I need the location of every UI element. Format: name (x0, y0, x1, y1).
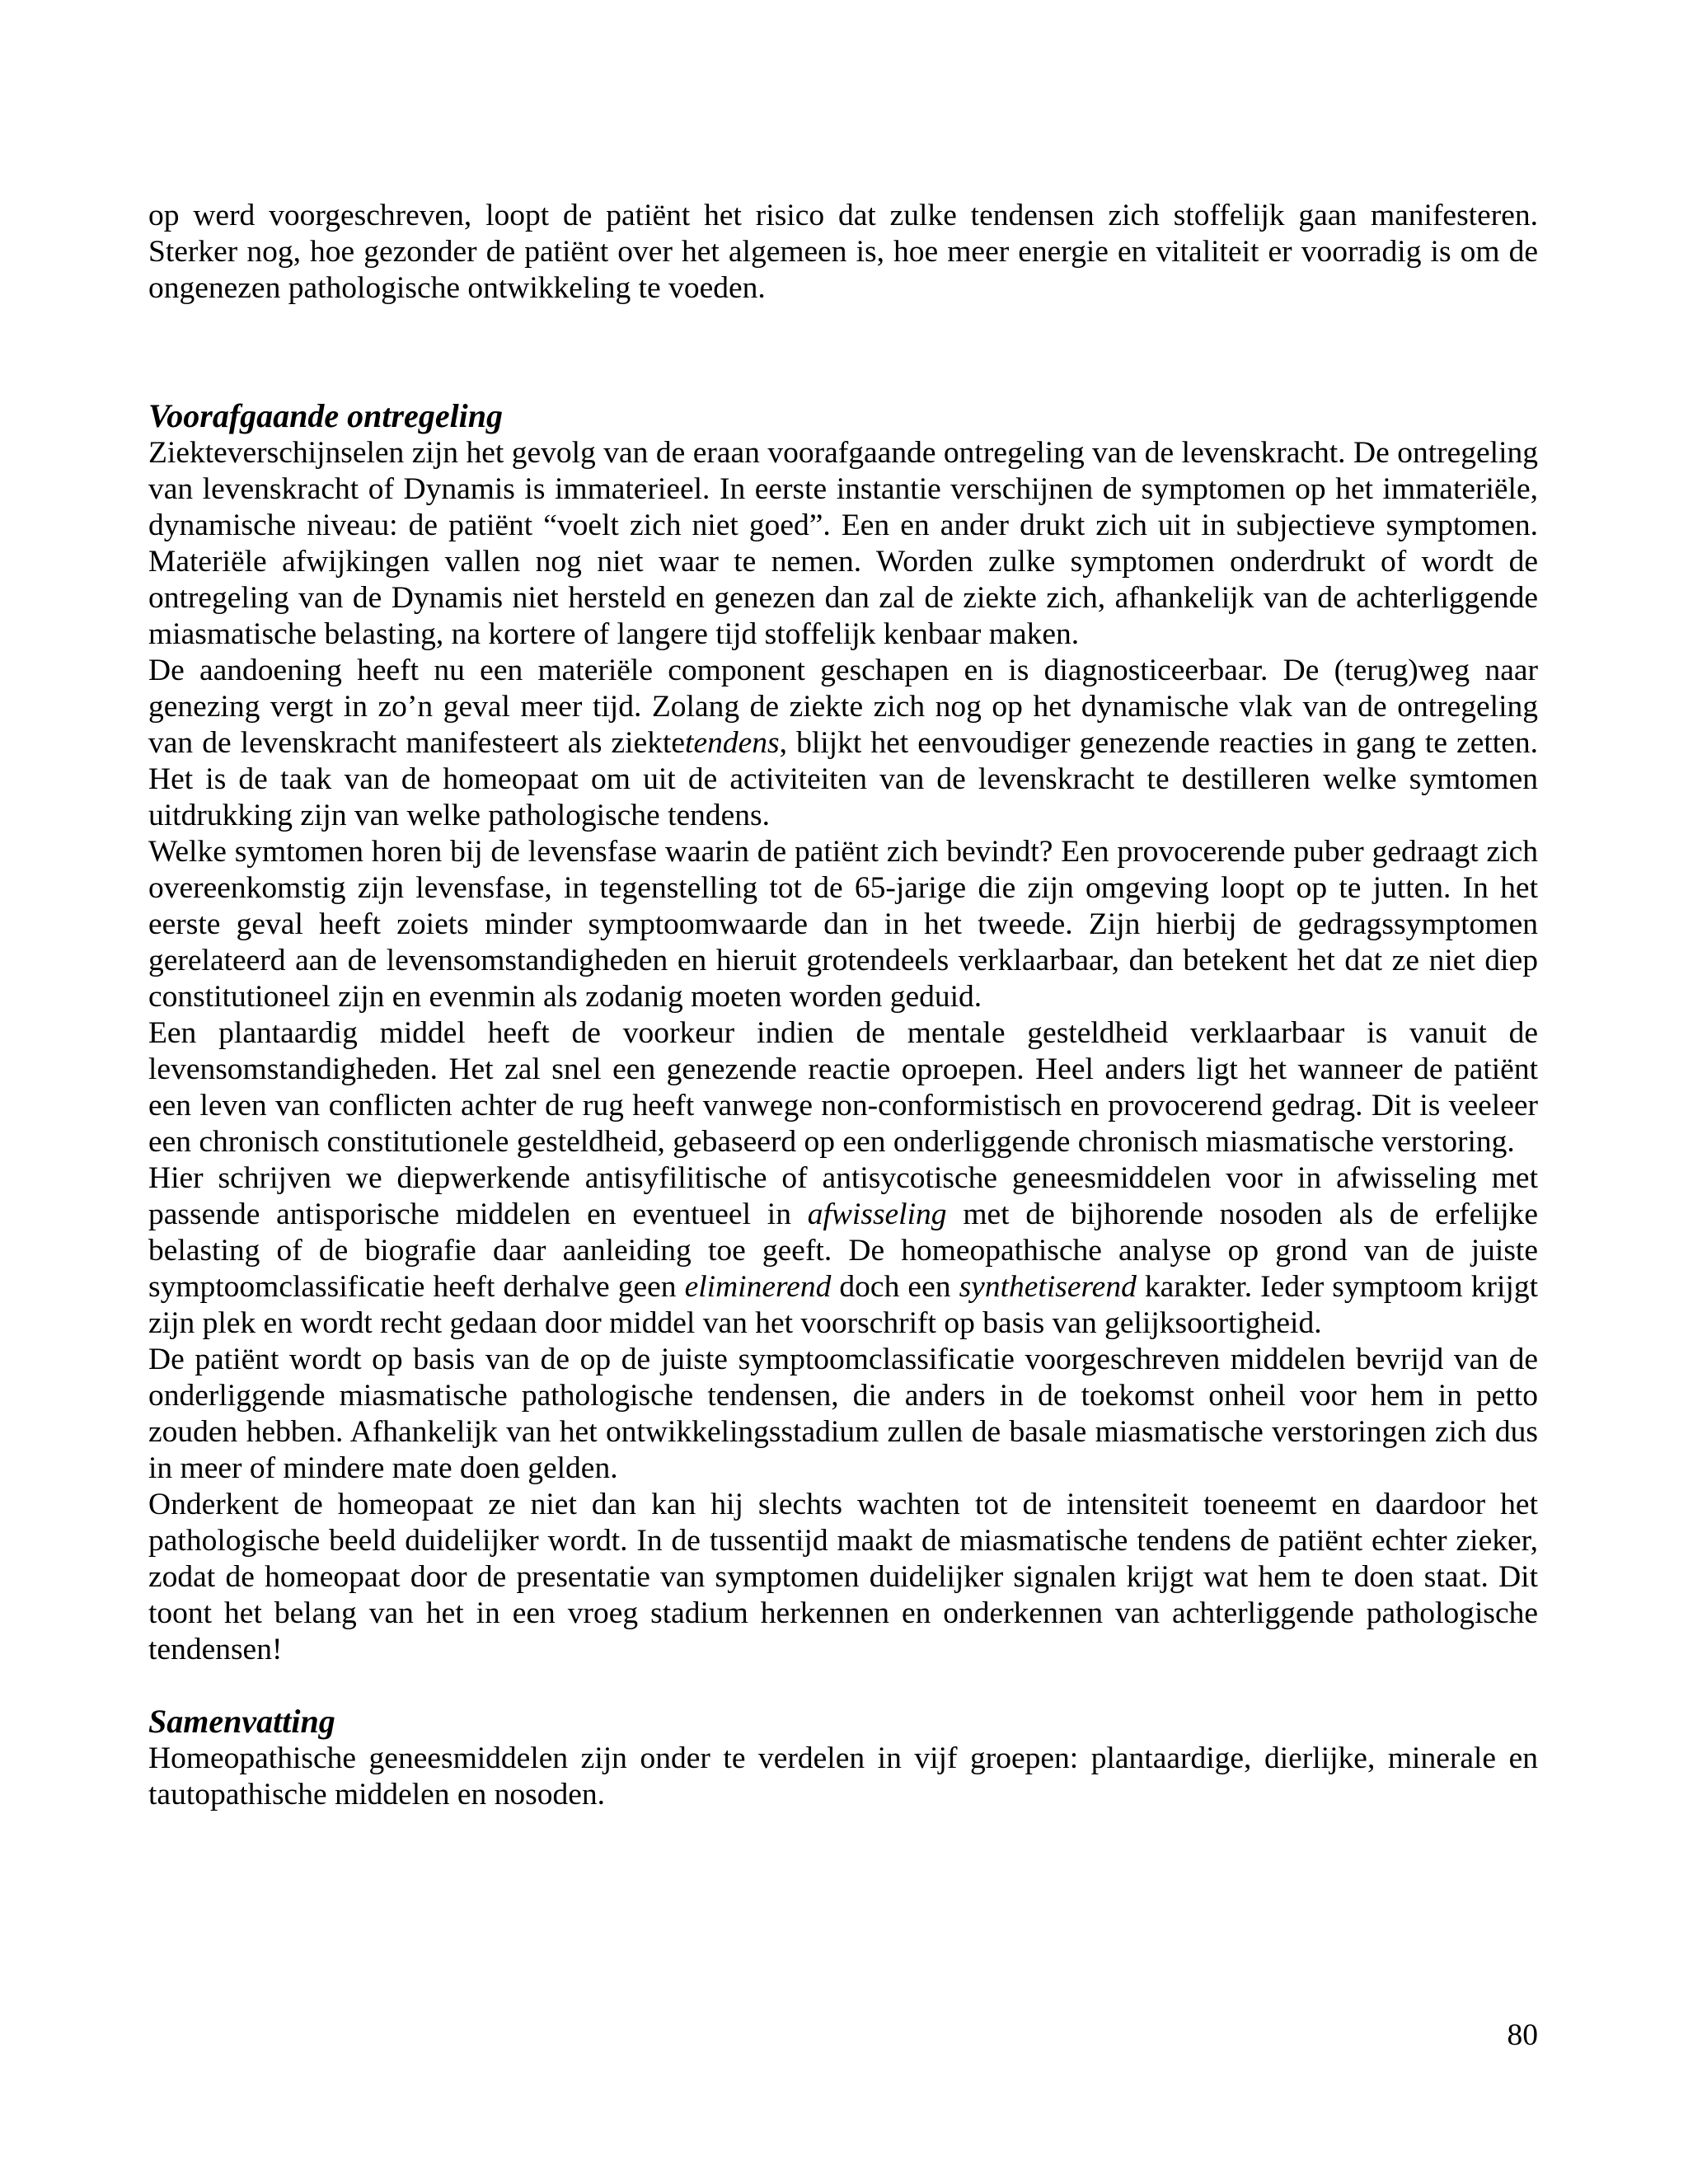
text-run: doch een (831, 1270, 959, 1304)
paragraph: Ziekteverschijnselen zijn het gevolg van de eraan voorafgaande ontregeling van de levenskracht. De ontregeling van levenskracht of Dynamis is immaterieel. In eerste instantie verschijnen de symptomen op het immateriële, dynamische niveau: de patiënt “voelt zich niet goed”. Een en ander drukt zich uit in subjectieve symptomen. Materiële afwijkingen vallen nog niet waar te nemen. Worden zulke symptomen onderdrukt of wordt de ontregeling van de Dynamis niet hersteld en genezen dan zal de ziekte zich, afhankelijk van de achterliggende miasmatische belasting, na kortere of langere tijd stoffelijk kenbaar maken. (148, 436, 1538, 651)
emphasis-text: synthetiserend (959, 1270, 1137, 1304)
text-run: De aandoening heeft nu een materiële component geschapen en is diagnosticeerbaar. De (terug)weg naar genezing vergt in zo’n geval meer tijd. Zolang de ziekte zich nog op het dynamische vlak van de ontregeling van de levenskracht manifesteert als ziekte (148, 654, 1538, 760)
page-body (148, 198, 1538, 1813)
paragraph: Onderkent de homeopaat ze niet dan kan hij slechts wachten tot de intensiteit toeneemt en daardoor het pathologische beeld duidelijker wordt. In de tussentijd maakt de miasmatische tendens de patiënt echter zieker, zodat de homeopaat door de presentatie van symptomen duidelijker signalen krijgt wat hem te doen staat. Dit toont het belang van het in een vroeg stadium herkennen en onderkennen van achterliggende pathologische tendensen! (148, 1488, 1538, 1666)
section-heading-samenvatting: Samenvatting (148, 1703, 335, 1740)
text-run: , blijkt het eenvoudiger genezende reacties in gang te zetten. Het is de taak van de homeopaat om uit de activiteiten van de levenskracht te destilleren welke symtomen uitdrukking zijn van welke pathologische tendens. (148, 726, 1538, 832)
spacer (148, 1668, 1538, 1703)
text-run: met de bijhorende nosoden als de erfelijke belasting of de biografie daar aanleiding toe geeft. De homeopathische analyse op grond van de juiste symptoomclassificatie heeft derhalve geen (148, 1197, 1538, 1304)
paragraph: Welke symtomen horen bij de levensfase waarin de patiënt zich bevindt? Een provocerende puber gedraagt zich overeenkomstig zijn levensfase, in tegenstelling tot de 65-jarige die zijn omgeving loopt op te jutten. In het eerste geval heeft zoiets minder symptoomwaarde dan in het tweede. Zijn hierbij de gedragssymptomen gerelateerd aan de levensomstandigheden en hieruit grotendeels verklaarbaar, dan betekent het dat ze niet diep constitutioneel zijn en evenmin als zodanig moeten worden geduid. (148, 835, 1538, 1014)
paragraph (148, 1160, 1538, 1342)
paragraph (148, 653, 1538, 834)
text-run: Hier schrijven we diepwerkende antisyfilitische of antisycotische geneesmiddelen voor in afwisseling met passende antisporische middelen en eventueel in (148, 1161, 1538, 1231)
emphasis-text: afwisseling (807, 1197, 947, 1231)
emphasis-text: tendens (685, 726, 780, 760)
emphasis-text: eliminerend (684, 1270, 832, 1304)
spacer (148, 307, 1538, 397)
text-run: karakter. Ieder symptoom krijgt zijn plek en wordt recht gedaan door middel van het voorschrift op basis van gelijksoortigheid. (148, 1270, 1538, 1340)
paragraph: Een plantaardig middel heeft de voorkeur indien de mentale gesteldheid verklaarbaar is vanuit de levensomstandigheden. Het zal snel een genezende reactie oproepen. Heel anders ligt het wanneer de patiënt een leven van conflicten achter de rug heeft vanwege non-conformistisch en provocerend gedrag. Dit is veeleer een chronisch constitutionele gesteldheid, gebaseerd op een onderliggende chronisch miasmatische verstoring. (148, 1016, 1538, 1159)
paragraph: De patiënt wordt op basis van de op de juiste symptoomclassificatie voorgeschreven middelen bevrijd van de onderliggende miasmatische pathologische tendensen, die anders in de toekomst onheil voor hem in petto zouden hebben. Afhankelijk van het ontwikkelingsstadium zullen de basale miasmatische verstoringen zich dus in meer of mindere mate doen gelden. (148, 1343, 1538, 1485)
page-number: 80 (1507, 2018, 1538, 2052)
intro-paragraph: op werd voorgeschreven, loopt de patiënt het risico dat zulke tendensen zich stoffelijk gaan manifesteren. Sterker nog, hoe gezonder de patiënt over het algemeen is, hoe meer energie en vitaliteit er voorradig is om de ongenezen pathologische ontwikkeling te voeden. (148, 199, 1538, 305)
paragraph: Homeopathische geneesmiddelen zijn onder te verdelen in vijf groepen: plantaardige, dierlijke, minerale en tautopathische middelen en nosoden. (148, 1741, 1538, 1811)
section-heading-voorafgaande-ontregeling: Voorafgaande ontregeling (148, 397, 504, 434)
